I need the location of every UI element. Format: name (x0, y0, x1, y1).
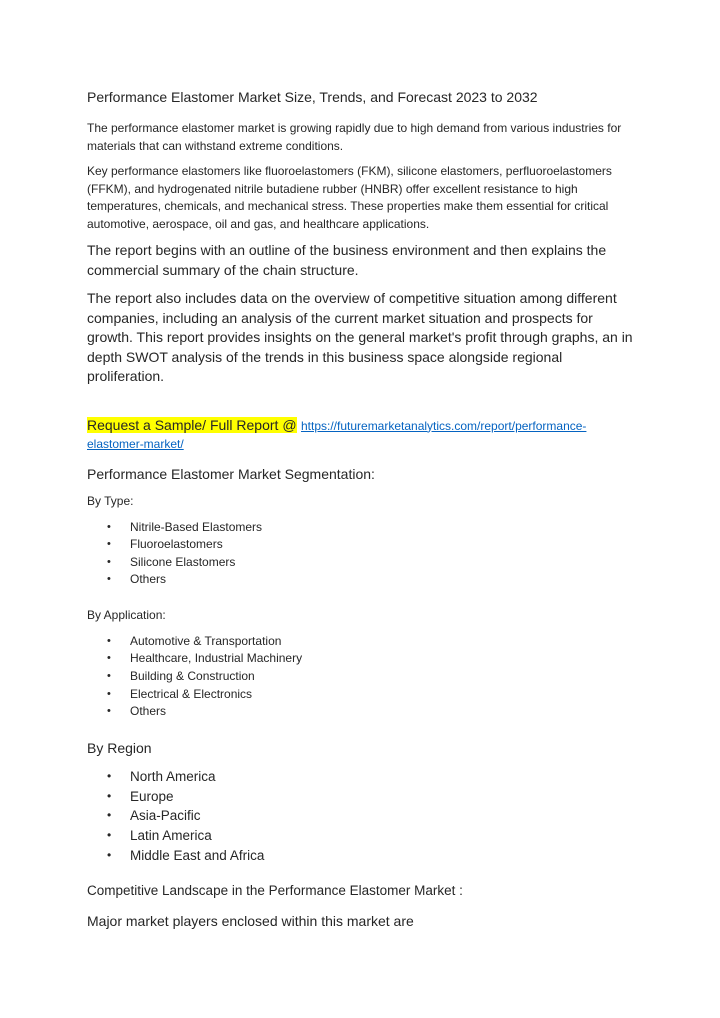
list-item: • Healthcare, Industrial Machinery (130, 650, 640, 668)
by-type-heading: By Type: (87, 493, 134, 508)
intro-paragraph-2: Key performance elastomers like fluoroelastomers (FKM), silicone elastomers, perfluoroelastomers (FFKM), and hydrogenated nitrile butadiene rubber (HNBR) offer excellent resistance to high temperatures, chemicals, and mechanical stress. These properties make them essential for critical automotive, aerospace, oil and gas, and healthcare applications. (87, 164, 612, 231)
by-region-heading: By Region (87, 739, 152, 756)
list-item: • Automotive & Transportation (130, 633, 640, 651)
request-sample-line (87, 417, 640, 453)
competitive-landscape-title: Competitive Landscape in the Performance Elastomer Market : (87, 882, 463, 898)
segmentation-title: Performance Elastomer Market Segmentation: (87, 465, 375, 482)
intro-paragraph-1: The performance elastomer market is growing rapidly due to high demand from various industries for materials that can withstand extreme conditions. (87, 121, 622, 153)
list-item: • Electrical & Electronics (130, 686, 640, 704)
list-item: • Nitrile-Based Elastomers (130, 519, 640, 537)
document-title: Performance Elastomer Market Size, Trends, and Forecast 2023 to 2032 (87, 89, 538, 105)
list-item: • Others (130, 703, 640, 721)
report-paragraph-2: The report also includes data on the overview of competitive situation among different companies, including an analysis of the current market situation and prospects for growth. This report provides insights on the general market's profit through graphs, an in depth SWOT analysis of the trends in this business space alongside regional proliferation. (87, 290, 633, 384)
by-type-list (87, 519, 640, 589)
by-application-heading: By Application: (87, 607, 166, 622)
list-item: • Europe (130, 787, 640, 807)
list-item: • Latin America (130, 826, 640, 846)
list-item: • North America (130, 767, 640, 787)
by-region-list (87, 767, 640, 866)
list-item: • Middle East and Africa (130, 846, 640, 866)
list-item: • Asia-Pacific (130, 806, 640, 826)
by-application-list (87, 633, 640, 721)
list-item: • Fluoroelastomers (130, 536, 640, 554)
competitive-landscape-text: Major market players enclosed within this market are (87, 912, 414, 929)
list-item: • Silicone Elastomers (130, 554, 640, 572)
request-sample-label: Request a Sample/ Full Report @ (87, 416, 297, 433)
report-paragraph-1: The report begins with an outline of the business environment and then explains the commercial summary of the chain structure. (87, 242, 607, 278)
report-link[interactable]: https://futuremarketanalytics.com/report/performance-elastomer-market/ (87, 418, 587, 451)
list-item: • Others (130, 571, 640, 589)
list-item: • Building & Construction (130, 668, 640, 686)
